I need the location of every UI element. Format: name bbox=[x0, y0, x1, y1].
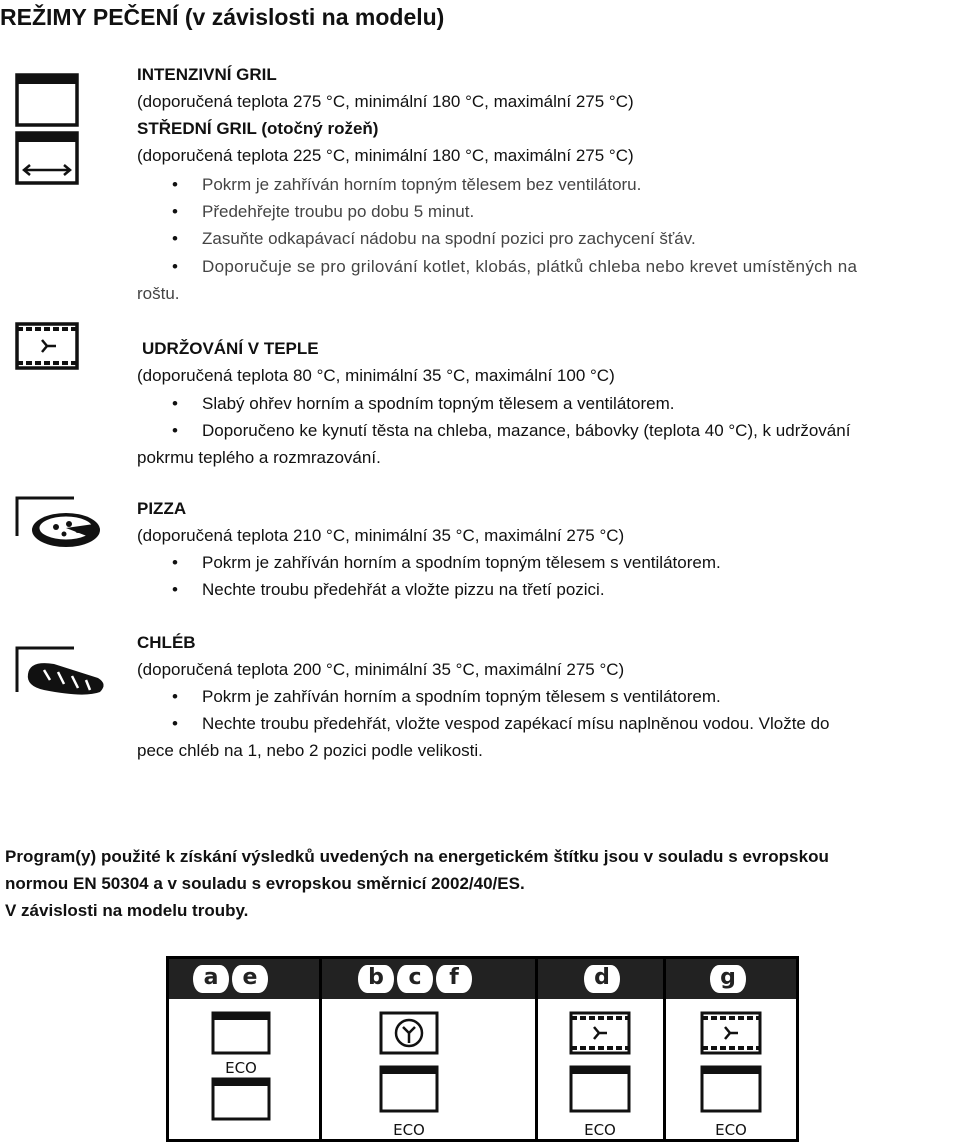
bullet: • bbox=[172, 580, 178, 599]
keep-warm-fan-icon bbox=[14, 321, 80, 371]
letter-group-g bbox=[710, 965, 746, 993]
grill-temp-intense: (doporučená teplota 275 °C, minimální 180 °C, maximální 275 °C) bbox=[137, 92, 634, 111]
grill-eco-icon bbox=[211, 1011, 271, 1077]
grill-eco-icon-3 bbox=[379, 1065, 439, 1141]
bullet: • bbox=[172, 394, 178, 413]
keep-warm-icon-2 bbox=[700, 1011, 762, 1057]
grill-eco-icon-2 bbox=[211, 1077, 271, 1139]
model-letter: c bbox=[397, 965, 433, 993]
bread-temp: (doporučená teplota 200 °C, minimální 35 °C, maximální 275 °C) bbox=[137, 660, 625, 679]
rotisserie-grill-icon bbox=[14, 130, 80, 186]
grill-bullet-4: Doporučuje se pro grilování kotlet, klobás, plátků chleba nebo krevet umístěných na bbox=[202, 257, 858, 276]
pizza-temp: (doporučená teplota 210 °C, minimální 35 °C, maximální 275 °C) bbox=[137, 526, 625, 545]
bread-icon bbox=[14, 644, 110, 700]
model-letter: f bbox=[436, 965, 472, 993]
bullet: • bbox=[172, 553, 178, 572]
footer-line-3: V závislosti na modelu trouby. bbox=[5, 901, 249, 920]
bullet: • bbox=[172, 421, 178, 440]
model-letter: b bbox=[358, 965, 394, 993]
keep-warm-icon bbox=[569, 1011, 631, 1057]
model-letter: a bbox=[193, 965, 229, 993]
model-letter: e bbox=[232, 965, 268, 993]
bread-bullet-2-cont: pece chléb na 1, nebo 2 pozici podle velikosti. bbox=[137, 741, 483, 760]
eco-label: ECO bbox=[584, 1121, 616, 1139]
model-panel bbox=[166, 956, 799, 1142]
eco-label: ECO bbox=[715, 1121, 747, 1139]
model-letter: d bbox=[584, 965, 620, 993]
bread-bullet-2: Nechte troubu předehřát, vložte vespod zapékací mísu naplněnou vodou. Vložte do bbox=[202, 714, 830, 733]
grill-bullet-3: Zasuňte odkapávací nádobu na spodní pozici pro zachycení šťáv. bbox=[202, 229, 696, 248]
letter-group-ae bbox=[193, 965, 268, 993]
warm-bullet-2-cont: pokrmu teplého a rozmrazování. bbox=[137, 448, 381, 467]
model-letter: g bbox=[710, 965, 746, 993]
footer-line-1: Program(y) použité k získání výsledků uvedených na energetickém štítku jsou v souladu s evropskou bbox=[5, 847, 829, 866]
pizza-bullet-2: Nechte troubu předehřát a vložte pizzu na třetí pozici. bbox=[202, 580, 605, 599]
grill-bullet-2: Předehřejte troubu po dobu 5 minut. bbox=[202, 202, 475, 221]
column-divider bbox=[319, 959, 322, 1139]
bread-heading: CHLÉB bbox=[137, 633, 196, 652]
pizza-icon bbox=[14, 494, 104, 552]
letter-group-bcf bbox=[358, 965, 472, 993]
page-title: REŽIMY PEČENÍ (v závislosti na modelu) bbox=[0, 4, 445, 30]
column-divider bbox=[535, 959, 538, 1139]
eco-label: ECO bbox=[225, 1059, 257, 1077]
eco-label: ECO bbox=[393, 1121, 425, 1139]
grill-eco-icon-4 bbox=[569, 1065, 631, 1141]
grill-bullet-1: Pokrm je zahříván horním topným tělesem bez ventilátoru. bbox=[202, 175, 642, 194]
top-grill-oven-icon bbox=[14, 72, 80, 128]
bread-bullet-1: Pokrm je zahříván horním a spodním topným tělesem s ventilátorem. bbox=[202, 687, 721, 706]
bullet: • bbox=[172, 229, 178, 248]
bullet: • bbox=[172, 257, 178, 276]
grill-temp-medium: (doporučená teplota 225 °C, minimální 180 °C, maximální 275 °C) bbox=[137, 146, 634, 165]
pizza-bullet-1: Pokrm je zahříván horním a spodním topným tělesem s ventilátorem. bbox=[202, 553, 721, 572]
model-letter-bar bbox=[169, 959, 796, 999]
letter-group-d bbox=[584, 965, 620, 993]
column-divider bbox=[663, 959, 666, 1139]
grill-heading-intense: INTENZIVNÍ GRIL bbox=[137, 65, 277, 84]
fan-oven-icon bbox=[379, 1011, 439, 1057]
warm-bullet-2: Doporučeno ke kynutí těsta na chleba, mazance, bábovky (teplota 40 °C), k udržování bbox=[202, 421, 851, 440]
grill-bullet-4-cont: roštu. bbox=[137, 284, 180, 303]
pizza-heading: PIZZA bbox=[137, 499, 187, 518]
footer-line-2: normou EN 50304 a v souladu s evropskou směrnicí 2002/40/ES. bbox=[5, 874, 525, 893]
bullet: • bbox=[172, 687, 178, 706]
bullet: • bbox=[172, 202, 178, 221]
bullet: • bbox=[172, 714, 178, 733]
bullet: • bbox=[172, 175, 178, 194]
warm-heading: UDRŽOVÁNÍ V TEPLE bbox=[142, 339, 319, 358]
grill-heading-medium: STŘEDNÍ GRIL (otočný rožeň) bbox=[137, 119, 379, 138]
warm-bullet-1: Slabý ohřev horním a spodním topným tělesem a ventilátorem. bbox=[202, 394, 675, 413]
warm-temp: (doporučená teplota 80 °C, minimální 35 °C, maximální 100 °C) bbox=[137, 366, 615, 385]
grill-eco-icon-5 bbox=[700, 1065, 762, 1141]
